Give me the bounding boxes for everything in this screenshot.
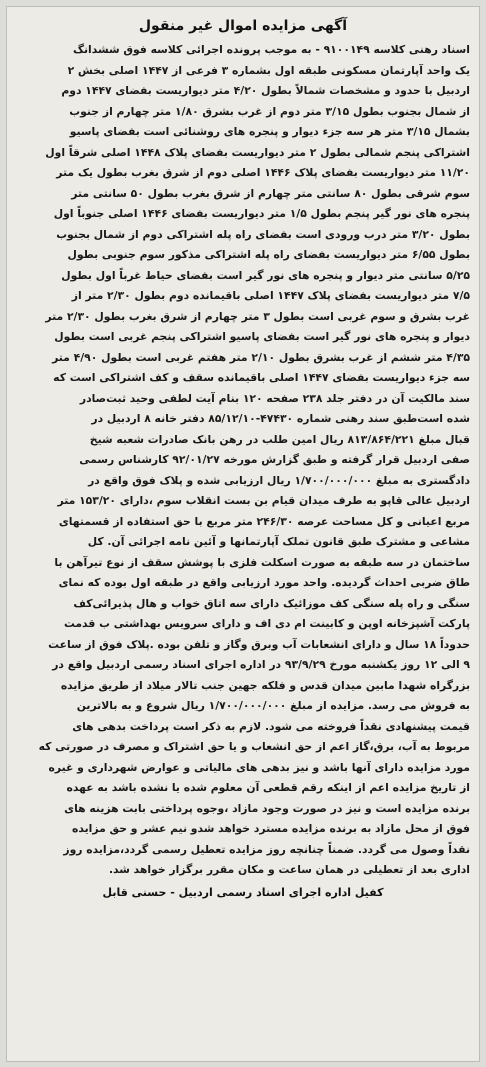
notice-line: ساختمان در سه طبقه به صورت اسکلت فلزی با پوشش سقف از نوع تیرآهن با <box>54 555 470 569</box>
notice-line: پارکت آشپزخانه اوپن و کابینت ام دی اف و دارای سرویس بهداشتی ب قدمت <box>63 617 470 630</box>
notice-line: بطول ۳/۲۰ متر درب ورودی است بفضای راه پله اشتراکی دوم از شمال بجنوب <box>56 227 470 241</box>
notice-line: اشتراکی پنجم شمالی بطول ۲ متر دیواریست بفضای پلاک ۱۴۴۸ اصلی شرقاً اول <box>45 145 470 159</box>
notice-line: به فروش می رسد. مزایده از مبلغ ۱/۷۰۰/۰۰۰/۰۰۰ ریال شروع و به بالاترین <box>76 699 470 712</box>
notice-line: یک واحد آپارتمان مسکونی طبقه اول بشماره ۳ فرعی از ۱۴۴۷ اصلی بخش ۲ <box>67 63 470 77</box>
notice-line: ۹ الی ۱۲ روز یکشنبه مورخ ۹۳/۹/۲۹ در اداره اجرای اسناد رسمی اردبیل واقع در <box>52 658 470 671</box>
notice-line: مشاعی و مشترک طبق قانون تملک آپارتمانها و آئین نامه اجرائی آن. کل <box>87 535 470 548</box>
notice-line: قبال مبلغ ۸۱۳/۸۶۴/۲۲۱ ریال امین طلب در رهن بانک صادرات شعبه شیخ <box>89 432 470 446</box>
notice-line: پنجره های نور گیر پنجم بطول ۱/۵ متر دیواریست بفضای ۱۴۴۶ اصلی جنوباً اول <box>53 207 470 220</box>
notice-line: بطول ۶/۵۵ متر دیواریست بفضای راه پله اشتراکی مذکور سوم جنوبی بطول <box>67 248 470 261</box>
notice-line: سه جزء دیواریست بفضای ۱۴۴۷ اصلی باقیمانده سقف و کف اشتراکی است که <box>53 371 470 384</box>
notice-line: ۷/۵ متر دیواریست بفضای پلاک ۱۴۴۷ اصلی باقیمانده دوم بطول ۲/۳۰ متر از <box>71 289 470 302</box>
notice-line: از شمال بجنوب بطول ۳/۱۵ متر دوم از غرب بشرق ۱/۸۰ متر چهارم از جنوب <box>69 104 470 118</box>
notice-line: نقداً وصول می گردد. ضمناً چنانچه روز مزایده تعطیل رسمی گردد،مزایده روز <box>63 842 470 856</box>
notice-line: برنده مزایده است و نیز در صورت وجود مازاد ،وجوه پرداختی بابت هزینه های <box>64 801 470 815</box>
notice-line: دیوار و پنجره های نور گیر است بفضای پاسیو اشتراکی پنجم غربی است بطول <box>54 330 470 343</box>
notice-signature: کفیل اداره اجرای اسناد رسمی اردبیل - حسنی قابل <box>102 885 384 899</box>
notice-line: دادگستری به مبلغ ۱/۷۰۰/۰۰۰/۰۰۰ ریال ارزیابی شده و پلاک فوق واقع در <box>88 473 470 487</box>
notice-line: ۴/۳۵ متر ششم از غرب بشرق بطول ۲/۱۰ متر هفتم غربی است بطول ۴/۹۰ متر <box>52 350 470 364</box>
notice-line: مربوط به آب، برق،گاز اعم از حق انشعاب و یا حق اشتراک و مصرف در صورتی که <box>38 740 470 753</box>
notice-title: آگهی مزایده اموال غیر منقول <box>138 18 348 34</box>
notice-line: حدوداً ۱۸ سال و دارای انشعابات آب وبرق وگاز و تلفن بوده .پلاک فوق از ساعت <box>48 637 470 651</box>
newspaper-clipping <box>6 6 480 1062</box>
notice-line: ۵/۲۵ سانتی متر دیوار و پنجره های نور گیر است بفضای حیاط غرباً اول بطول <box>61 268 470 282</box>
notice-line: صفی اردبیل قرار گرفته و طبق گزارش مورخه ۹۲/۰۱/۲۷ کارشناس رسمی <box>79 453 470 466</box>
notice-line: غرب بشرق و سوم غربی است بطول ۳ متر چهارم از شرق بغرب بطول ۲/۳۰ متر <box>45 309 470 323</box>
notice-line: سند مالکیت آن در دفتر جلد ۲۳۸ صفحه ۱۲۰ بنام آیت لطفی وحید ثبت‌صادر <box>79 391 470 405</box>
notice-body <box>16 40 470 881</box>
notice-line: شده است‌طبق سند رهنی شماره ۴۷۴۳۰-۸۵/۱۲/۱۰ دفتر خانه ۸ اردبیل در <box>91 412 470 425</box>
notice-line: اردبیل با حدود و مشخصات شمالاً بطول ۴/۲۰ متر دیواریست بفضای ۱۴۴۷ دوم <box>61 84 470 97</box>
notice-line: سوم شرقی بطول ۸۰ سانتی متر چهارم از شرق بغرب بطول ۵۰ سانتی متر <box>71 186 470 200</box>
notice-line: بزرگراه شهدا مابین میدان قدس و فلکه جهین جنب تالار میلاد از طریق مزایده <box>60 678 470 692</box>
notice-line: ۱۱/۲۰ متر دیواریست بفضای پلاک ۱۴۴۶ اصلی دوم از شرق بغرب بطول یک متر <box>56 166 470 179</box>
notice-line: سنگی و راه پله سنگی کف موزائیک دارای سه اتاق خواب و هال پذیرائی‌کف <box>73 596 470 610</box>
notice-line: اردبیل عالی قاپو به طرف میدان قیام بن بست انقلاب سوم ،دارای ۱۵۳/۲۰ متر <box>57 494 470 507</box>
notice-line: از تاریخ مزایده اعم از اینکه رقم قطعی آن معلوم شده یا نشده باشد به عهده <box>66 781 470 794</box>
notice-line: طاق ضربی احداث گردیده. واحد مورد ارزیابی واقع در طبقه اول بوده که نمای <box>58 576 470 589</box>
notice-line: مورد مزایده دارای آنها باشد و نیز بدهی های مالیاتی و عوارض شهرداری و غیره <box>48 760 470 774</box>
notice-line: قیمت پیشنهادی نقداً فروخته می شود. لازم به ذکر است پرداخت بدهی های <box>72 719 470 733</box>
notice-line: مربع اعیانی و کل مساحت عرصه ۲۴۶/۳۰ متر مربع با حق استفاده از قسمتهای <box>58 514 470 528</box>
notice-line: اسناد رهنی کلاسه ۹۱۰۰۱۴۹ - به موجب پرونده اجرائی کلاسه فوق ششدانگ <box>72 43 470 56</box>
notice-line: بشمال ۳/۱۵ متر هر سه جزء دیوار و پنجره های روشنائی است بفضای پاسیو <box>69 125 470 138</box>
notice-line: فوق از محل مازاد به برنده مزایده مسترد خواهد شدو نیم عشر و حق مزایده <box>71 822 470 835</box>
notice-line: اداری بعد از تعطیلی در همان ساعت و مکان مقرر برگزار خواهد شد. <box>108 863 470 876</box>
